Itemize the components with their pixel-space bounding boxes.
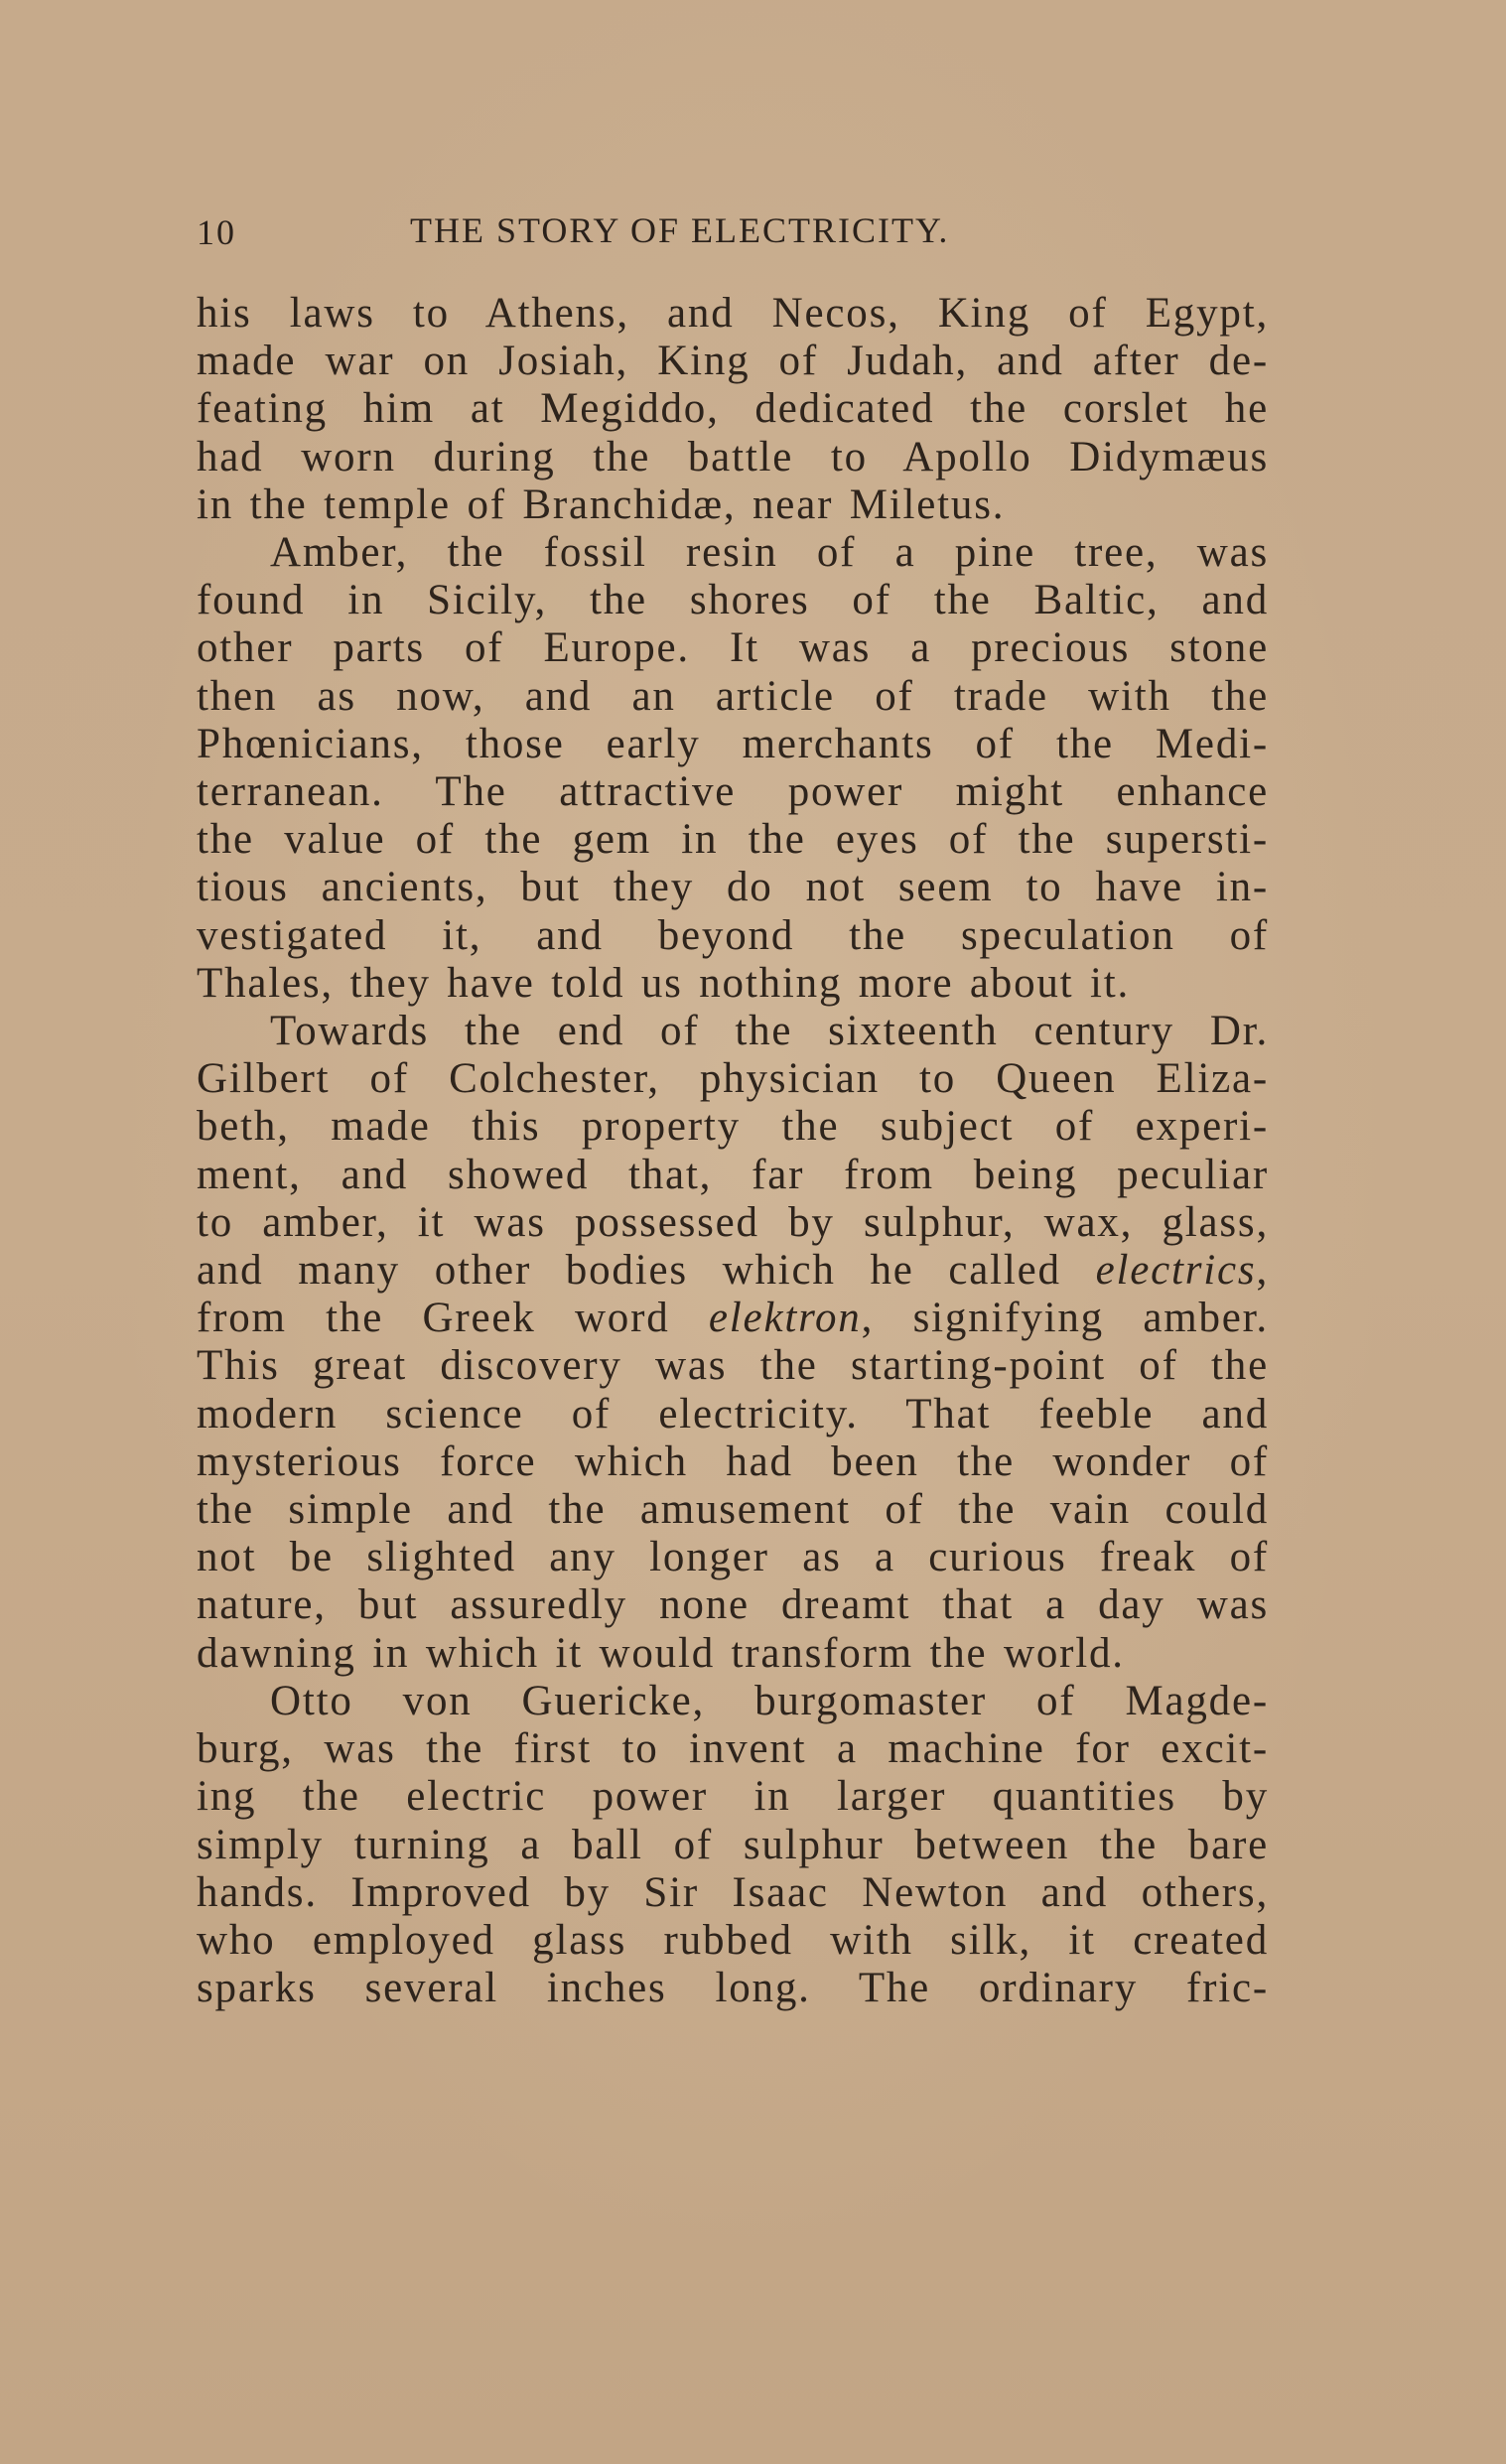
text-line: ment, and showed that, far from being peculiar [197, 1151, 1269, 1198]
text-line: other parts of Europe. It was a precious stone [197, 624, 1269, 672]
text-line: sparks several inches long. The ordinary fric- [197, 1965, 1269, 2012]
text-line: to amber, it was possessed by sulphur, wax, glass, [197, 1198, 1269, 1246]
text-line: beth, made this property the subject of experi- [197, 1103, 1269, 1151]
text-line: ing the electric power in larger quantities by [197, 1773, 1269, 1821]
text-segment: , signifying amber. [861, 1295, 1269, 1342]
text-segment: and many other bodies which he called [197, 1247, 1096, 1295]
text-line: modern science of electricity. That feeble and [197, 1390, 1269, 1437]
text-line: hands. Improved by Sir Isaac Newton and others, [197, 1868, 1269, 1916]
text-line: mysterious force which had been the wonder of [197, 1437, 1269, 1485]
text-line: who employed glass rubbed with silk, it created [197, 1916, 1269, 1964]
text-line: terranean. The attractive power might enhance [197, 768, 1269, 816]
text-line-with-italic [197, 1247, 1269, 1295]
text-line-with-italic [197, 1295, 1269, 1342]
running-head [197, 204, 1269, 263]
italic-term: electrics [1095, 1247, 1257, 1295]
paragraph-3 [197, 1008, 1269, 1678]
text-line: This great discovery was the starting-point of the [197, 1342, 1269, 1390]
italic-term: elektron [708, 1295, 862, 1342]
text-line: simply turning a ball of sulphur between the bare [197, 1821, 1269, 1868]
text-line: Towards the end of the sixteenth century Dr. [270, 1008, 1269, 1055]
paragraph-4 [197, 1678, 1269, 2012]
text-line: vestigated it, and beyond the speculation of [197, 911, 1269, 959]
text-line: the value of the gem in the eyes of the supersti- [197, 816, 1269, 864]
text-line: nature, but assuredly none dreamt that a day was [197, 1581, 1269, 1629]
running-title: THE STORY OF ELECTRICITY. [410, 210, 950, 250]
text-segment: , [1256, 1247, 1269, 1295]
text-line: his laws to Athens, and Necos, King of Egypt, [197, 290, 1269, 337]
text-line: Phœnicians, those early merchants of the Medi- [197, 720, 1269, 767]
text-line: tious ancients, but they do not seem to have in- [197, 864, 1269, 911]
text-line: the simple and the amusement of the vain could [197, 1486, 1269, 1534]
paragraph-1 [197, 290, 1269, 529]
text-line: dawning in which it would transform the world. [197, 1629, 1125, 1677]
text-line: found in Sicily, the shores of the Baltic, and [197, 577, 1269, 624]
text-line: then as now, and an article of trade with the [197, 672, 1269, 720]
text-line: feating him at Megiddo, dedicated the corslet he [197, 385, 1269, 433]
text-line: Amber, the fossil resin of a pine tree, was [270, 529, 1269, 577]
text-line: burg, was the first to invent a machine for excit- [197, 1725, 1269, 1773]
body-text [197, 290, 1269, 2012]
text-line: made war on Josiah, King of Judah, and after de- [197, 338, 1269, 385]
paragraph-2 [197, 529, 1269, 1008]
text-segment: from the Greek word [197, 1295, 709, 1342]
text-line: not be slighted any longer as a curious freak of [197, 1534, 1269, 1581]
page-number: 10 [197, 212, 236, 252]
text-line: in the temple of Branchidæ, near Miletus. [197, 480, 1006, 528]
text-line: Gilbert of Colchester, physician to Queen Eliza- [197, 1055, 1269, 1103]
text-line: Otto von Guericke, burgomaster of Magde- [270, 1677, 1269, 1724]
text-line: had worn during the battle to Apollo Didymæus [197, 433, 1269, 480]
text-line: Thales, they have told us nothing more about it. [197, 959, 1131, 1007]
